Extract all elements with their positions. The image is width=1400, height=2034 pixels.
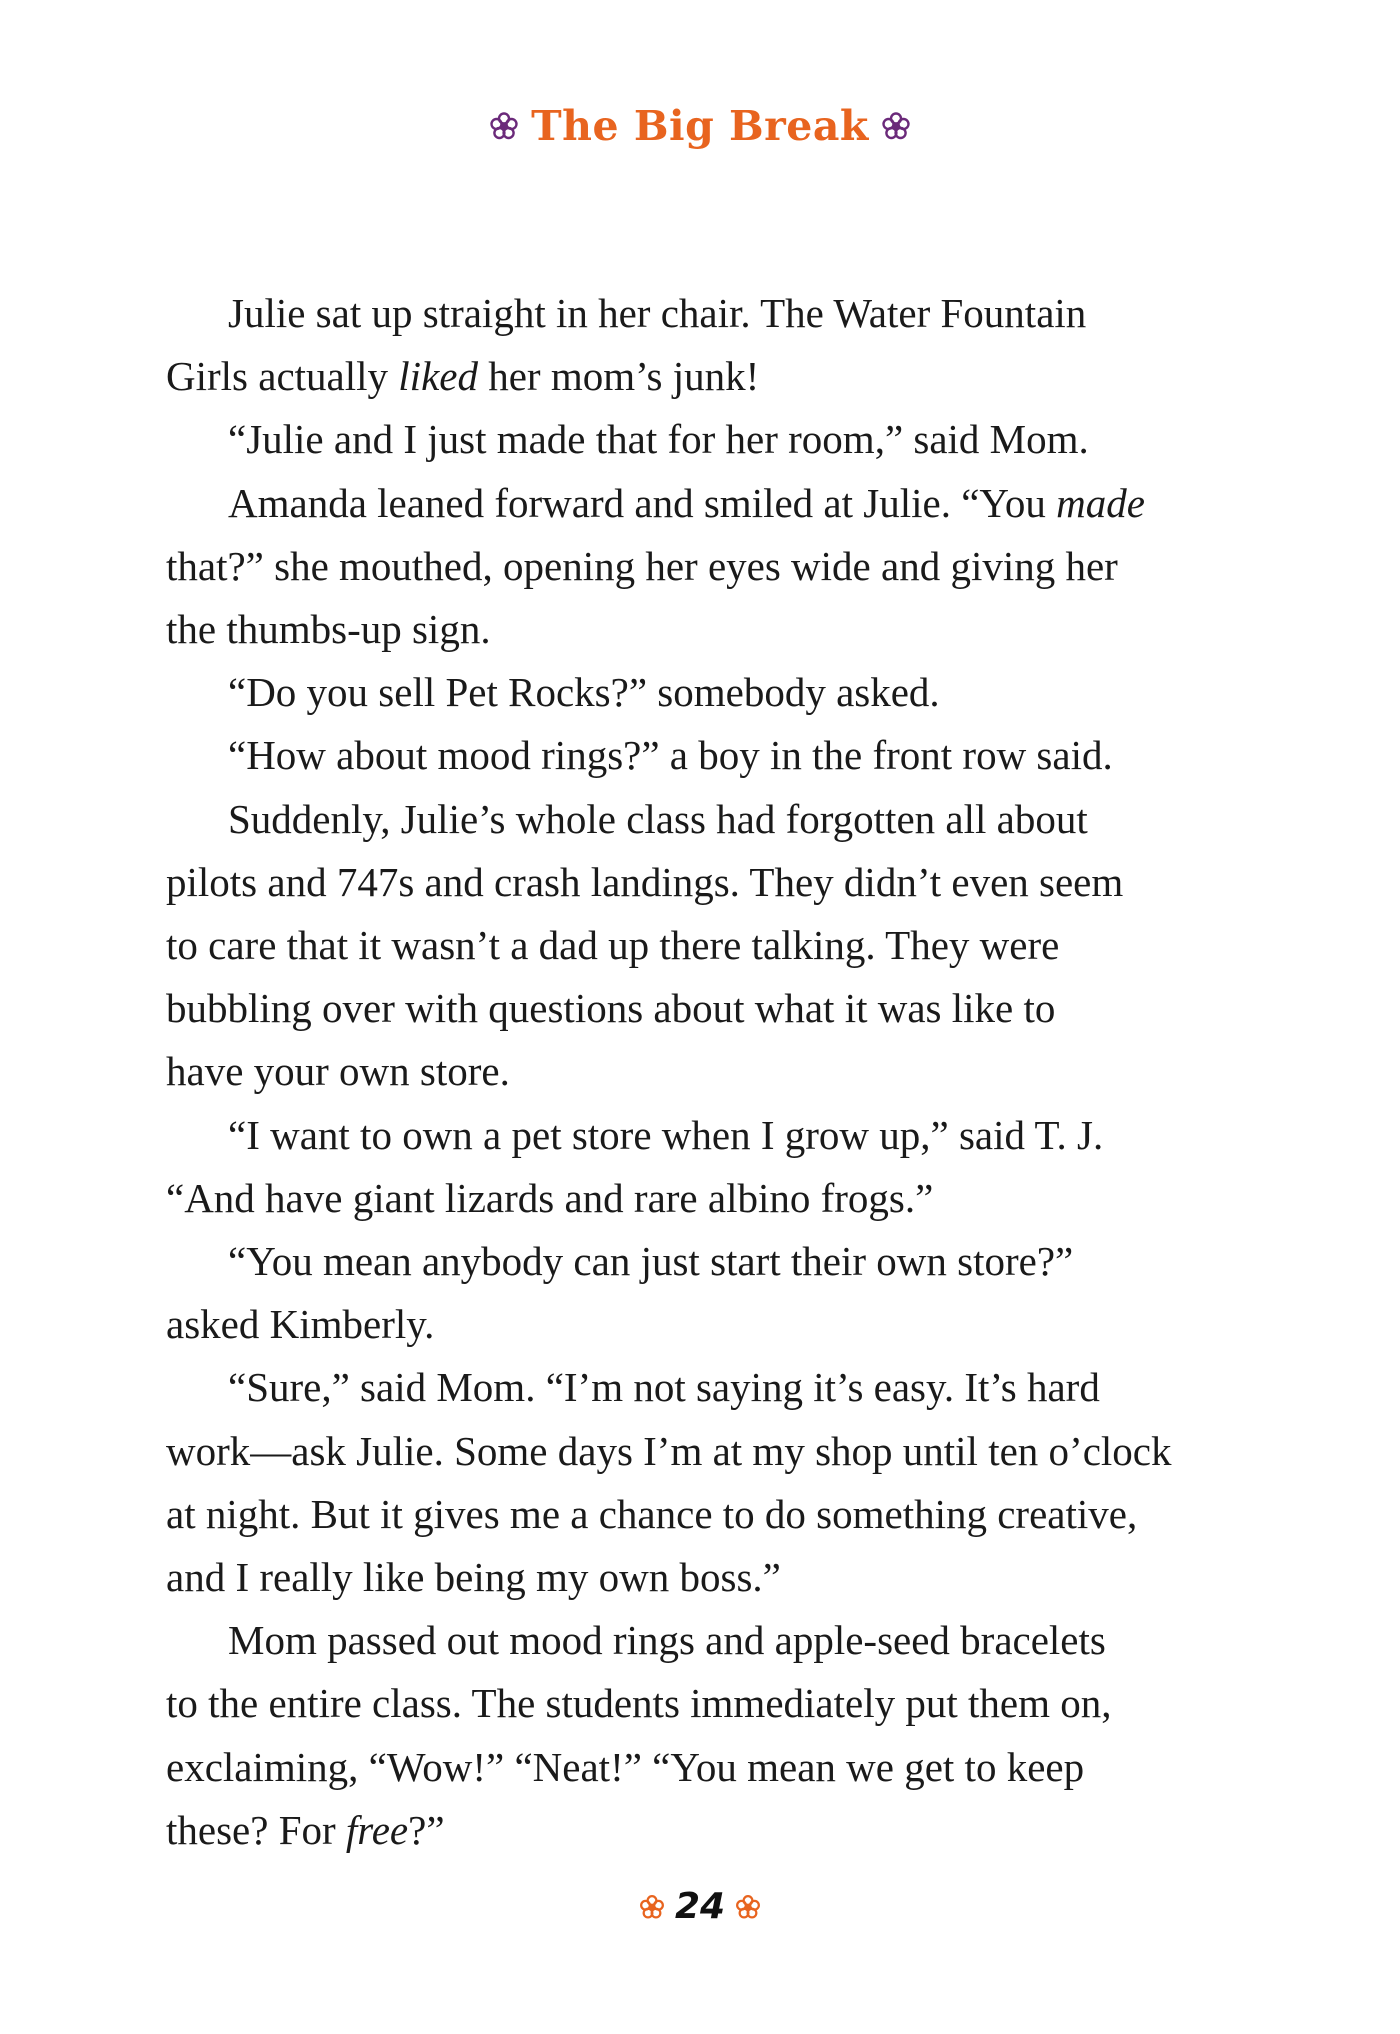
- text-line: [166, 1167, 1241, 1230]
- text-line: [166, 535, 1241, 598]
- text-segment: Amanda leaned forward and smiled at Julie. “You: [228, 479, 1057, 526]
- page-number: 24: [674, 1886, 726, 1927]
- italic-text: free: [345, 1806, 409, 1853]
- text-line: [166, 851, 1241, 914]
- text-segment: her mom’s junk!: [477, 353, 760, 400]
- text-segment: the thumbs-up sign.: [166, 606, 491, 653]
- text-segment: ?”: [408, 1806, 445, 1853]
- text-line: [166, 1104, 1241, 1167]
- body-text: [166, 282, 1241, 1862]
- text-segment: “And have giant lizards and rare albino frogs.”: [166, 1174, 934, 1221]
- text-segment: that?” she mouthed, opening her eyes wide and giving her: [166, 542, 1118, 589]
- text-line: [166, 408, 1241, 471]
- text-segment: “How about mood rings?” a boy in the front row said.: [228, 732, 1113, 779]
- text-line: [166, 914, 1241, 977]
- text-segment: and I really like being my own boss.”: [166, 1554, 781, 1601]
- text-segment: pilots and 747s and crash landings. They didn’t even seem: [166, 858, 1124, 905]
- text-segment: Mom passed out mood rings and apple-seed bracelets: [228, 1617, 1106, 1664]
- flower-icon: [735, 1894, 761, 1920]
- text-segment: “Sure,” said Mom. “I’m not saying it’s easy. It’s hard: [228, 1364, 1100, 1411]
- text-segment: to care that it wasn’t a dad up there talking. They were: [166, 922, 1060, 969]
- italic-text: made: [1056, 479, 1145, 526]
- text-line: [166, 1736, 1241, 1799]
- text-line: [166, 472, 1241, 535]
- text-line: [166, 1609, 1241, 1672]
- text-segment: Julie sat up straight in her chair. The Water Fountain: [228, 290, 1087, 336]
- flower-icon: [881, 111, 911, 141]
- text-line: [166, 1420, 1241, 1483]
- page-footer: [0, 1886, 1400, 1927]
- text-segment: Girls actually: [166, 353, 399, 400]
- running-header: [0, 102, 1400, 150]
- text-line: [166, 977, 1241, 1040]
- text-segment: “Do you sell Pet Rocks?” somebody asked.: [228, 669, 940, 716]
- text-line: [166, 724, 1241, 787]
- text-line: [166, 788, 1241, 851]
- text-segment: at night. But it gives me a chance to do something creative,: [166, 1490, 1138, 1537]
- text-segment: asked Kimberly.: [166, 1301, 435, 1348]
- text-segment: these? For: [166, 1806, 346, 1853]
- chapter-title: The Big Break: [531, 102, 869, 150]
- flower-icon: [639, 1894, 665, 1920]
- text-segment: “You mean anybody can just start their own store?”: [228, 1238, 1074, 1285]
- text-segment: bubbling over with questions about what it was like to: [166, 985, 1056, 1032]
- text-line: [166, 1799, 1241, 1862]
- text-segment: have your own store.: [166, 1048, 510, 1095]
- text-line: [166, 1356, 1241, 1419]
- italic-text: liked: [398, 353, 478, 400]
- text-segment: Suddenly, Julie’s whole class had forgotten all about: [228, 795, 1088, 842]
- text-line: [166, 661, 1241, 724]
- text-line: [166, 1546, 1241, 1609]
- text-segment: exclaiming, “Wow!” “Neat!” “You mean we get to keep: [166, 1743, 1085, 1790]
- text-line: [166, 282, 1241, 345]
- text-line: [166, 345, 1241, 408]
- text-segment: “I want to own a pet store when I grow up,” said T. J.: [228, 1111, 1104, 1158]
- text-line: [166, 598, 1241, 661]
- text-segment: “Julie and I just made that for her room,” said Mom.: [228, 416, 1089, 463]
- text-line: [166, 1483, 1241, 1546]
- text-line: [166, 1230, 1241, 1293]
- text-line: [166, 1293, 1241, 1356]
- text-segment: work—ask Julie. Some days I’m at my shop until ten o’clock: [166, 1427, 1172, 1474]
- text-line: [166, 1672, 1241, 1735]
- flower-icon: [489, 111, 519, 141]
- text-segment: to the entire class. The students immediately put them on,: [166, 1680, 1112, 1727]
- text-line: [166, 1040, 1241, 1103]
